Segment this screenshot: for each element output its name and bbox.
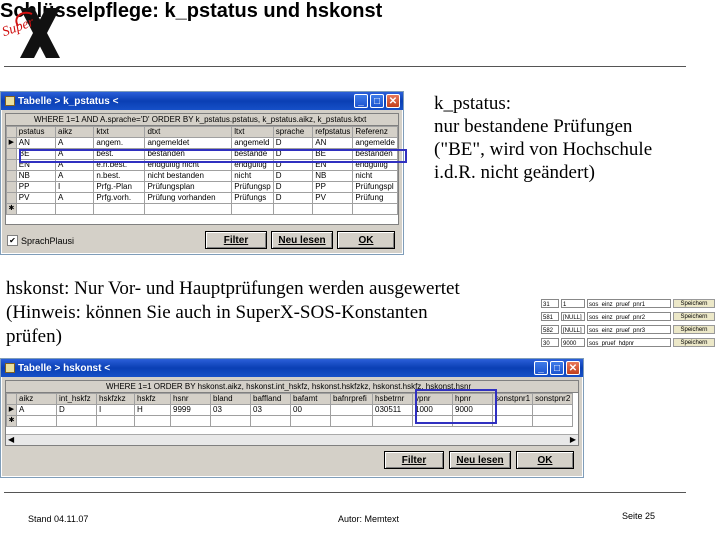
cell[interactable]: endgültig: [232, 160, 273, 171]
cell[interactable]: nicht bestanden: [145, 171, 232, 182]
cell[interactable]: endgültig nicht: [145, 160, 232, 171]
where-clause: WHERE 1=1 ORDER BY hskonst.aikz, hskonst.int_hskfz, hskonst.hskfzkz, hskonst.hskfz, hskonst.hsnr: [6, 381, 578, 393]
cell[interactable]: nicht: [232, 171, 273, 182]
cell[interactable]: Prfg.vorh.: [94, 193, 145, 204]
konst-id: 30: [541, 338, 559, 347]
cell[interactable]: D: [273, 138, 312, 149]
where-clause: WHERE 1=1 AND A.sprache='D' ORDER BY k_pstatus.pstatus, k_pstatus.aikz, k_pstatus.ktxt: [6, 114, 398, 126]
cell[interactable]: angemeld: [232, 138, 273, 149]
divider-bottom: [4, 492, 686, 493]
column-header[interactable]: ktxt: [94, 127, 145, 138]
hskonst-note: [6, 277, 460, 349]
column-header[interactable]: dtxt: [145, 127, 232, 138]
cell[interactable]: best.: [94, 149, 145, 160]
maximize-button[interactable]: □: [370, 94, 384, 108]
cell[interactable]: I: [56, 182, 94, 193]
cell[interactable]: AN: [313, 138, 353, 149]
konstante-row: [541, 311, 719, 322]
column-header[interactable]: pstatus: [16, 127, 55, 138]
column-header[interactable]: hsbetrnr: [373, 394, 413, 405]
konstante-row: [541, 324, 719, 335]
column-header[interactable]: bafnrprefi: [331, 394, 373, 405]
table-row[interactable]: ▶ AN A angem. angemeldet angemeld D AN angemelde: [7, 138, 398, 149]
window-title: Tabelle > k_pstatus <: [18, 95, 119, 107]
konst-id: 582: [541, 325, 559, 334]
maximize-button[interactable]: □: [550, 361, 564, 375]
konst-name: sos_pruef_hdpnr: [587, 338, 671, 347]
cell[interactable]: BE: [16, 149, 55, 160]
cell[interactable]: bestanden: [353, 149, 398, 160]
footer-page: Seite 25: [622, 511, 656, 521]
cell[interactable]: D: [273, 171, 312, 182]
divider-top: [4, 66, 686, 67]
cell[interactable]: Prüfungs: [232, 193, 273, 204]
konst-name: sos_einz_pruef_pnr2: [587, 312, 671, 321]
column-header[interactable]: sonstpnr2: [533, 394, 573, 405]
note-line: k_pstatus:: [434, 93, 512, 114]
cell[interactable]: PV: [313, 193, 353, 204]
sprachplausi-checkbox[interactable]: [7, 235, 74, 246]
cell[interactable]: Prüfungsplan: [145, 182, 232, 193]
cell[interactable]: D: [273, 193, 312, 204]
cell[interactable]: Prüfungsp: [232, 182, 273, 193]
column-header[interactable]: hskfzkz: [97, 394, 135, 405]
cell[interactable]: H: [135, 405, 171, 416]
konst-value[interactable]: 9000: [561, 338, 585, 347]
cell[interactable]: e.n.best.: [94, 160, 145, 171]
cell[interactable]: 9000: [453, 405, 493, 416]
speichern-button[interactable]: Speichern: [673, 312, 715, 321]
cell[interactable]: A: [56, 171, 94, 182]
filter-button[interactable]: Filter: [205, 231, 267, 249]
cell[interactable]: A: [56, 149, 94, 160]
cell[interactable]: angemeldet: [145, 138, 232, 149]
reload-button[interactable]: Neu lesen: [271, 231, 333, 249]
speichern-button[interactable]: Speichern: [673, 325, 715, 334]
table-row[interactable]: [7, 182, 398, 193]
cell[interactable]: Prüfung: [353, 193, 398, 204]
cell[interactable]: Prüfungspl: [353, 182, 398, 193]
cell[interactable]: [533, 405, 573, 416]
slide-title: Schlüsselpflege: k_pstatus und hskonst: [0, 0, 383, 22]
konst-id: 581: [541, 312, 559, 321]
footer-date: Stand 04.11.07: [28, 514, 89, 524]
cell[interactable]: NB: [16, 171, 55, 182]
sos-konstanten-panel: [541, 298, 719, 350]
column-header[interactable]: refpstatus: [313, 127, 353, 138]
cell[interactable]: 9999: [171, 405, 211, 416]
checkbox-box[interactable]: ✔: [7, 235, 18, 246]
window-icon: [5, 96, 15, 106]
k-pstatus-note: [434, 92, 652, 184]
close-button[interactable]: ✕: [566, 361, 580, 375]
konstante-row: [541, 298, 719, 309]
cell[interactable]: PV: [16, 193, 55, 204]
column-header[interactable]: bland: [211, 394, 251, 405]
window-title: Tabelle > hskonst <: [18, 362, 111, 374]
cell[interactable]: PP: [313, 182, 353, 193]
cell[interactable]: D: [273, 182, 312, 193]
column-header[interactable]: aikz: [56, 127, 94, 138]
column-header[interactable]: hsnr: [171, 394, 211, 405]
konst-value[interactable]: [NULL]: [561, 325, 585, 334]
minimize-button[interactable]: _: [354, 94, 368, 108]
cell[interactable]: [331, 405, 373, 416]
superx-logo: [2, 4, 64, 62]
cell[interactable]: [493, 405, 533, 416]
scroll-right-icon[interactable]: ▶: [569, 435, 576, 444]
column-header[interactable]: sonstpnr1: [493, 394, 533, 405]
hskonst-titlebar[interactable]: [1, 359, 583, 377]
window-icon: [5, 363, 15, 373]
ok-button[interactable]: OK: [337, 231, 395, 249]
column-header[interactable]: hskfz: [135, 394, 171, 405]
note-line: hskonst: Nur Vor- und Hauptprüfungen werden ausgewertet: [6, 278, 460, 299]
column-header[interactable]: sprache: [273, 127, 312, 138]
new-row[interactable]: ✱: [7, 204, 398, 215]
cell[interactable]: D: [273, 160, 312, 171]
konstante-row: [541, 337, 719, 348]
highlight-be-row: [19, 149, 407, 163]
column-header[interactable]: int_hskfz: [57, 394, 97, 405]
cell[interactable]: BE: [313, 149, 353, 160]
table-row[interactable]: [7, 171, 398, 182]
cell[interactable]: D: [57, 405, 97, 416]
cell[interactable]: n.best.: [94, 171, 145, 182]
cell[interactable]: endgültig: [353, 160, 398, 171]
k-pstatus-table: [6, 126, 398, 215]
cell[interactable]: EN: [16, 160, 55, 171]
reload-button[interactable]: Neu lesen: [449, 451, 511, 469]
cell[interactable]: bestanden: [145, 149, 232, 160]
note-line: nur bestandene Prüfungen: [434, 116, 633, 137]
note-line: prüfen): [6, 326, 62, 347]
ok-button[interactable]: OK: [516, 451, 574, 469]
column-header[interactable]: bafamt: [291, 394, 331, 405]
column-header[interactable]: hpnr: [453, 394, 493, 405]
cell[interactable]: A: [56, 138, 94, 149]
konst-value[interactable]: 1: [561, 299, 585, 308]
cell[interactable]: NB: [313, 171, 353, 182]
filter-button[interactable]: Filter: [384, 451, 444, 469]
cell[interactable]: 03: [211, 405, 251, 416]
cell[interactable]: EN: [313, 160, 353, 171]
cell[interactable]: bestande: [232, 149, 273, 160]
cell[interactable]: D: [273, 149, 312, 160]
column-header[interactable]: aikz: [17, 394, 57, 405]
cell[interactable]: A: [56, 193, 94, 204]
cell[interactable]: I: [97, 405, 135, 416]
cell[interactable]: 00: [291, 405, 331, 416]
konst-id: 31: [541, 299, 559, 308]
k-pstatus-window: [0, 91, 404, 255]
cell[interactable]: 1000: [413, 405, 453, 416]
column-header[interactable]: Referenz: [353, 127, 398, 138]
highlight-vpnr-hpnr: [415, 389, 497, 424]
note-line: (Hinweis: können Sie auch in SuperX-SOS-Konstanten: [6, 302, 428, 323]
scroll-left-icon[interactable]: ◀: [8, 435, 15, 444]
cell[interactable]: 030511: [373, 405, 413, 416]
close-button[interactable]: ✕: [386, 94, 400, 108]
cell[interactable]: Prüfung vorhanden: [145, 193, 232, 204]
konst-name: sos_einz_pruef_pnr1: [587, 299, 671, 308]
speichern-button[interactable]: Speichern: [673, 299, 715, 308]
logo-text: Super: [0, 14, 37, 41]
column-header[interactable]: baffland: [251, 394, 291, 405]
cell[interactable]: nicht: [353, 171, 398, 182]
cell[interactable]: PP: [16, 182, 55, 193]
cell[interactable]: angem.: [94, 138, 145, 149]
column-header[interactable]: vpnr: [413, 394, 453, 405]
cell[interactable]: 03: [251, 405, 291, 416]
column-header[interactable]: ltxt: [232, 127, 273, 138]
cell[interactable]: AN: [16, 138, 55, 149]
checkbox-label: SprachPlausi: [21, 235, 75, 246]
cell[interactable]: A: [17, 405, 57, 416]
table-header: [7, 127, 398, 138]
konst-name: sos_einz_pruef_pnr3: [587, 325, 671, 334]
k-pstatus-grid: [5, 113, 399, 225]
note-line: i.d.R. nicht geändert): [434, 162, 595, 183]
note-line: ("BE", wird von Hochschule: [434, 139, 653, 160]
konst-value[interactable]: [NULL]: [561, 312, 585, 321]
table-row[interactable]: [7, 193, 398, 204]
cell[interactable]: angemelde: [353, 138, 398, 149]
speichern-button[interactable]: Speichern: [673, 338, 715, 347]
k-pstatus-titlebar[interactable]: [1, 92, 403, 110]
horizontal-scrollbar[interactable]: [6, 434, 578, 445]
cell[interactable]: A: [56, 160, 94, 171]
new-row[interactable]: ✱: [7, 416, 573, 427]
minimize-button[interactable]: _: [534, 361, 548, 375]
table-row[interactable]: ▶ A D I H 9999 03 03 00 030511 1000 9000: [7, 405, 573, 416]
cell[interactable]: Prfg.-Plan: [94, 182, 145, 193]
footer-author: Autor: Memtext: [338, 514, 400, 524]
